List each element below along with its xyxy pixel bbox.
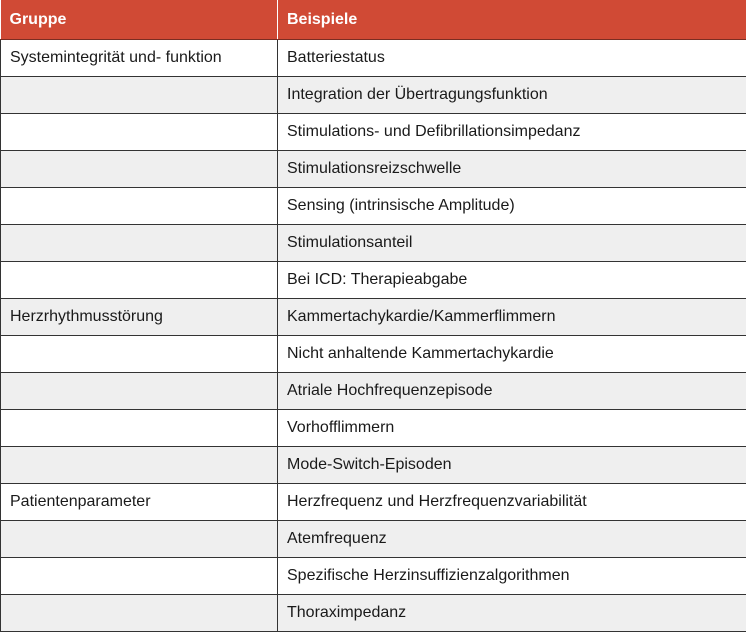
example-cell: Sensing (intrinsische Amplitude) — [278, 188, 746, 225]
group-cell — [1, 558, 278, 595]
table-row — [1, 188, 746, 225]
group-cell — [1, 114, 278, 151]
group-cell — [1, 77, 278, 114]
table-row — [1, 521, 746, 558]
group-cell — [1, 373, 278, 410]
group-cell — [1, 188, 278, 225]
table-row — [1, 484, 746, 521]
group-cell — [1, 336, 278, 373]
table-row — [1, 595, 746, 632]
group-cell — [1, 447, 278, 484]
table-row — [1, 114, 746, 151]
example-cell: Integration der Übertragungsfunktion — [278, 77, 746, 114]
group-cell — [1, 225, 278, 262]
example-cell: Stimulationsanteil — [278, 225, 746, 262]
example-cell: Mode-Switch-Episoden — [278, 447, 746, 484]
table-body — [1, 40, 746, 632]
table-row — [1, 262, 746, 299]
header-examples: Beispiele — [278, 0, 746, 40]
table-row — [1, 447, 746, 484]
example-cell: Atemfrequenz — [278, 521, 746, 558]
table-row — [1, 299, 746, 336]
table-row — [1, 40, 746, 77]
example-cell: Vorhofflimmern — [278, 410, 746, 447]
example-cell: Nicht anhaltende Kammertachykardie — [278, 336, 746, 373]
group-cell — [1, 151, 278, 188]
example-cell: Spezifische Herzinsuffizienzalgorithmen — [278, 558, 746, 595]
group-cell — [1, 262, 278, 299]
table-header — [1, 0, 746, 40]
table-row — [1, 225, 746, 262]
table-row — [1, 373, 746, 410]
header-row — [1, 0, 746, 40]
group-cell: Patientenparameter — [1, 484, 278, 521]
example-cell: Batteriestatus — [278, 40, 746, 77]
table-row — [1, 77, 746, 114]
table-row — [1, 336, 746, 373]
example-cell: Bei ICD: Therapieabgabe — [278, 262, 746, 299]
table-row — [1, 151, 746, 188]
table-row — [1, 558, 746, 595]
example-cell: Stimulationsreizschwelle — [278, 151, 746, 188]
example-cell: Kammertachykardie/Kammerflimmern — [278, 299, 746, 336]
group-cell: Systemintegrität und- funktion — [1, 40, 278, 77]
group-cell — [1, 595, 278, 632]
group-cell — [1, 521, 278, 558]
example-cell: Thoraximpedanz — [278, 595, 746, 632]
group-cell: Herzrhythmusstörung — [1, 299, 278, 336]
header-group: Gruppe — [1, 0, 278, 40]
table-row — [1, 410, 746, 447]
example-cell: Stimulations- und Defibrillationsimpedanz — [278, 114, 746, 151]
example-cell: Atriale Hochfrequenzepisode — [278, 373, 746, 410]
group-cell — [1, 410, 278, 447]
example-cell: Herzfrequenz und Herzfrequenzvariabilität — [278, 484, 746, 521]
